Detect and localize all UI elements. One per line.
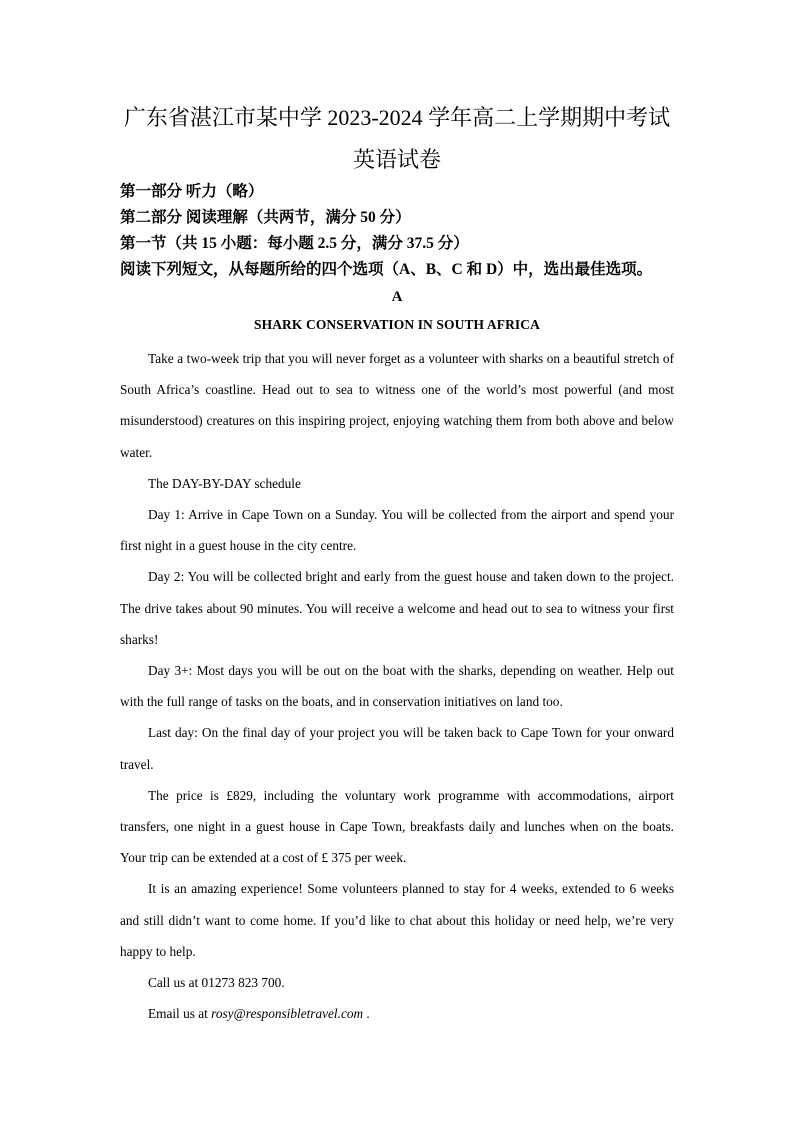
paragraph-experience: It is an amazing experience! Some volunteers planned to stay for 4 weeks, extended to 6 weeks and still didn’t want to come home. If you’d like to chat about this holiday or need help, we’re very happy to help. <box>120 881 674 959</box>
exam-title: 广东省湛江市某中学 2023-2024 学年高二上学期期中考试 <box>123 105 671 130</box>
paragraph-day2: Day 2: You will be collected bright and early from the guest house and taken down to the project. The drive takes about 90 minutes. You will receive a welcome and head out to sea to witness your first sharks! <box>120 569 674 647</box>
paragraph-email <box>120 998 674 1029</box>
part2-heading: 第二部分 阅读理解（共两节，满分 50 分） <box>120 209 411 226</box>
reading-instruction: 阅读下列短文，从每题所给的四个选项（A、B、C 和 D）中，选出最佳选项。 <box>120 261 653 278</box>
passage-letter: A <box>391 289 403 305</box>
paragraph-price: The price is £829, including the voluntary work programme with accommodations, airport transfers, one night in a guest house in Cape Town, breakfasts daily and lunches when on the boats. Your trip can be extended at a cost of £ 375 per week. <box>120 787 674 866</box>
email-address: rosy@responsibletravel.com <box>211 1006 364 1022</box>
passage-title: SHARK CONSERVATION IN SOUTH AFRICA <box>254 317 540 332</box>
paragraph-schedule-heading: The DAY-BY-DAY schedule <box>148 475 301 491</box>
passage-body <box>120 343 674 1029</box>
paragraph-day1: Day 1: Arrive in Cape Town on a Sunday. You will be collected from the airport and spend your first night in a guest house in the city centre. <box>120 507 674 554</box>
section1-heading: 第一节（共 15 小题：每小题 2.5 分，满分 37.5 分） <box>120 235 469 252</box>
paragraph-intro: Take a two-week trip that you will never forget as a volunteer with sharks on a beautiful stretch of South Africa’s coastline. Head out to sea to witness one of the world’s most powerful (and most misunderstood) creatures on this inspiring project, enjoying watching them from both above and below water. <box>120 351 674 460</box>
paragraph-day3: Day 3+: Most days you will be out on the boat with the sharks, depending on weather. Help out with the full range of tasks on the boats, and in conservation initiatives on land too. <box>120 663 674 710</box>
email-suffix: . <box>363 1006 370 1022</box>
paragraph-last-day: Last day: On the final day of your project you will be taken back to Cape Town for your onward travel. <box>120 725 674 772</box>
exam-subtitle: 英语试卷 <box>352 147 441 172</box>
paragraph-call: Call us at 01273 823 700. <box>148 975 285 991</box>
email-prefix: Email us at <box>148 1006 212 1022</box>
part1-heading: 第一部分 听力（略） <box>120 183 264 200</box>
